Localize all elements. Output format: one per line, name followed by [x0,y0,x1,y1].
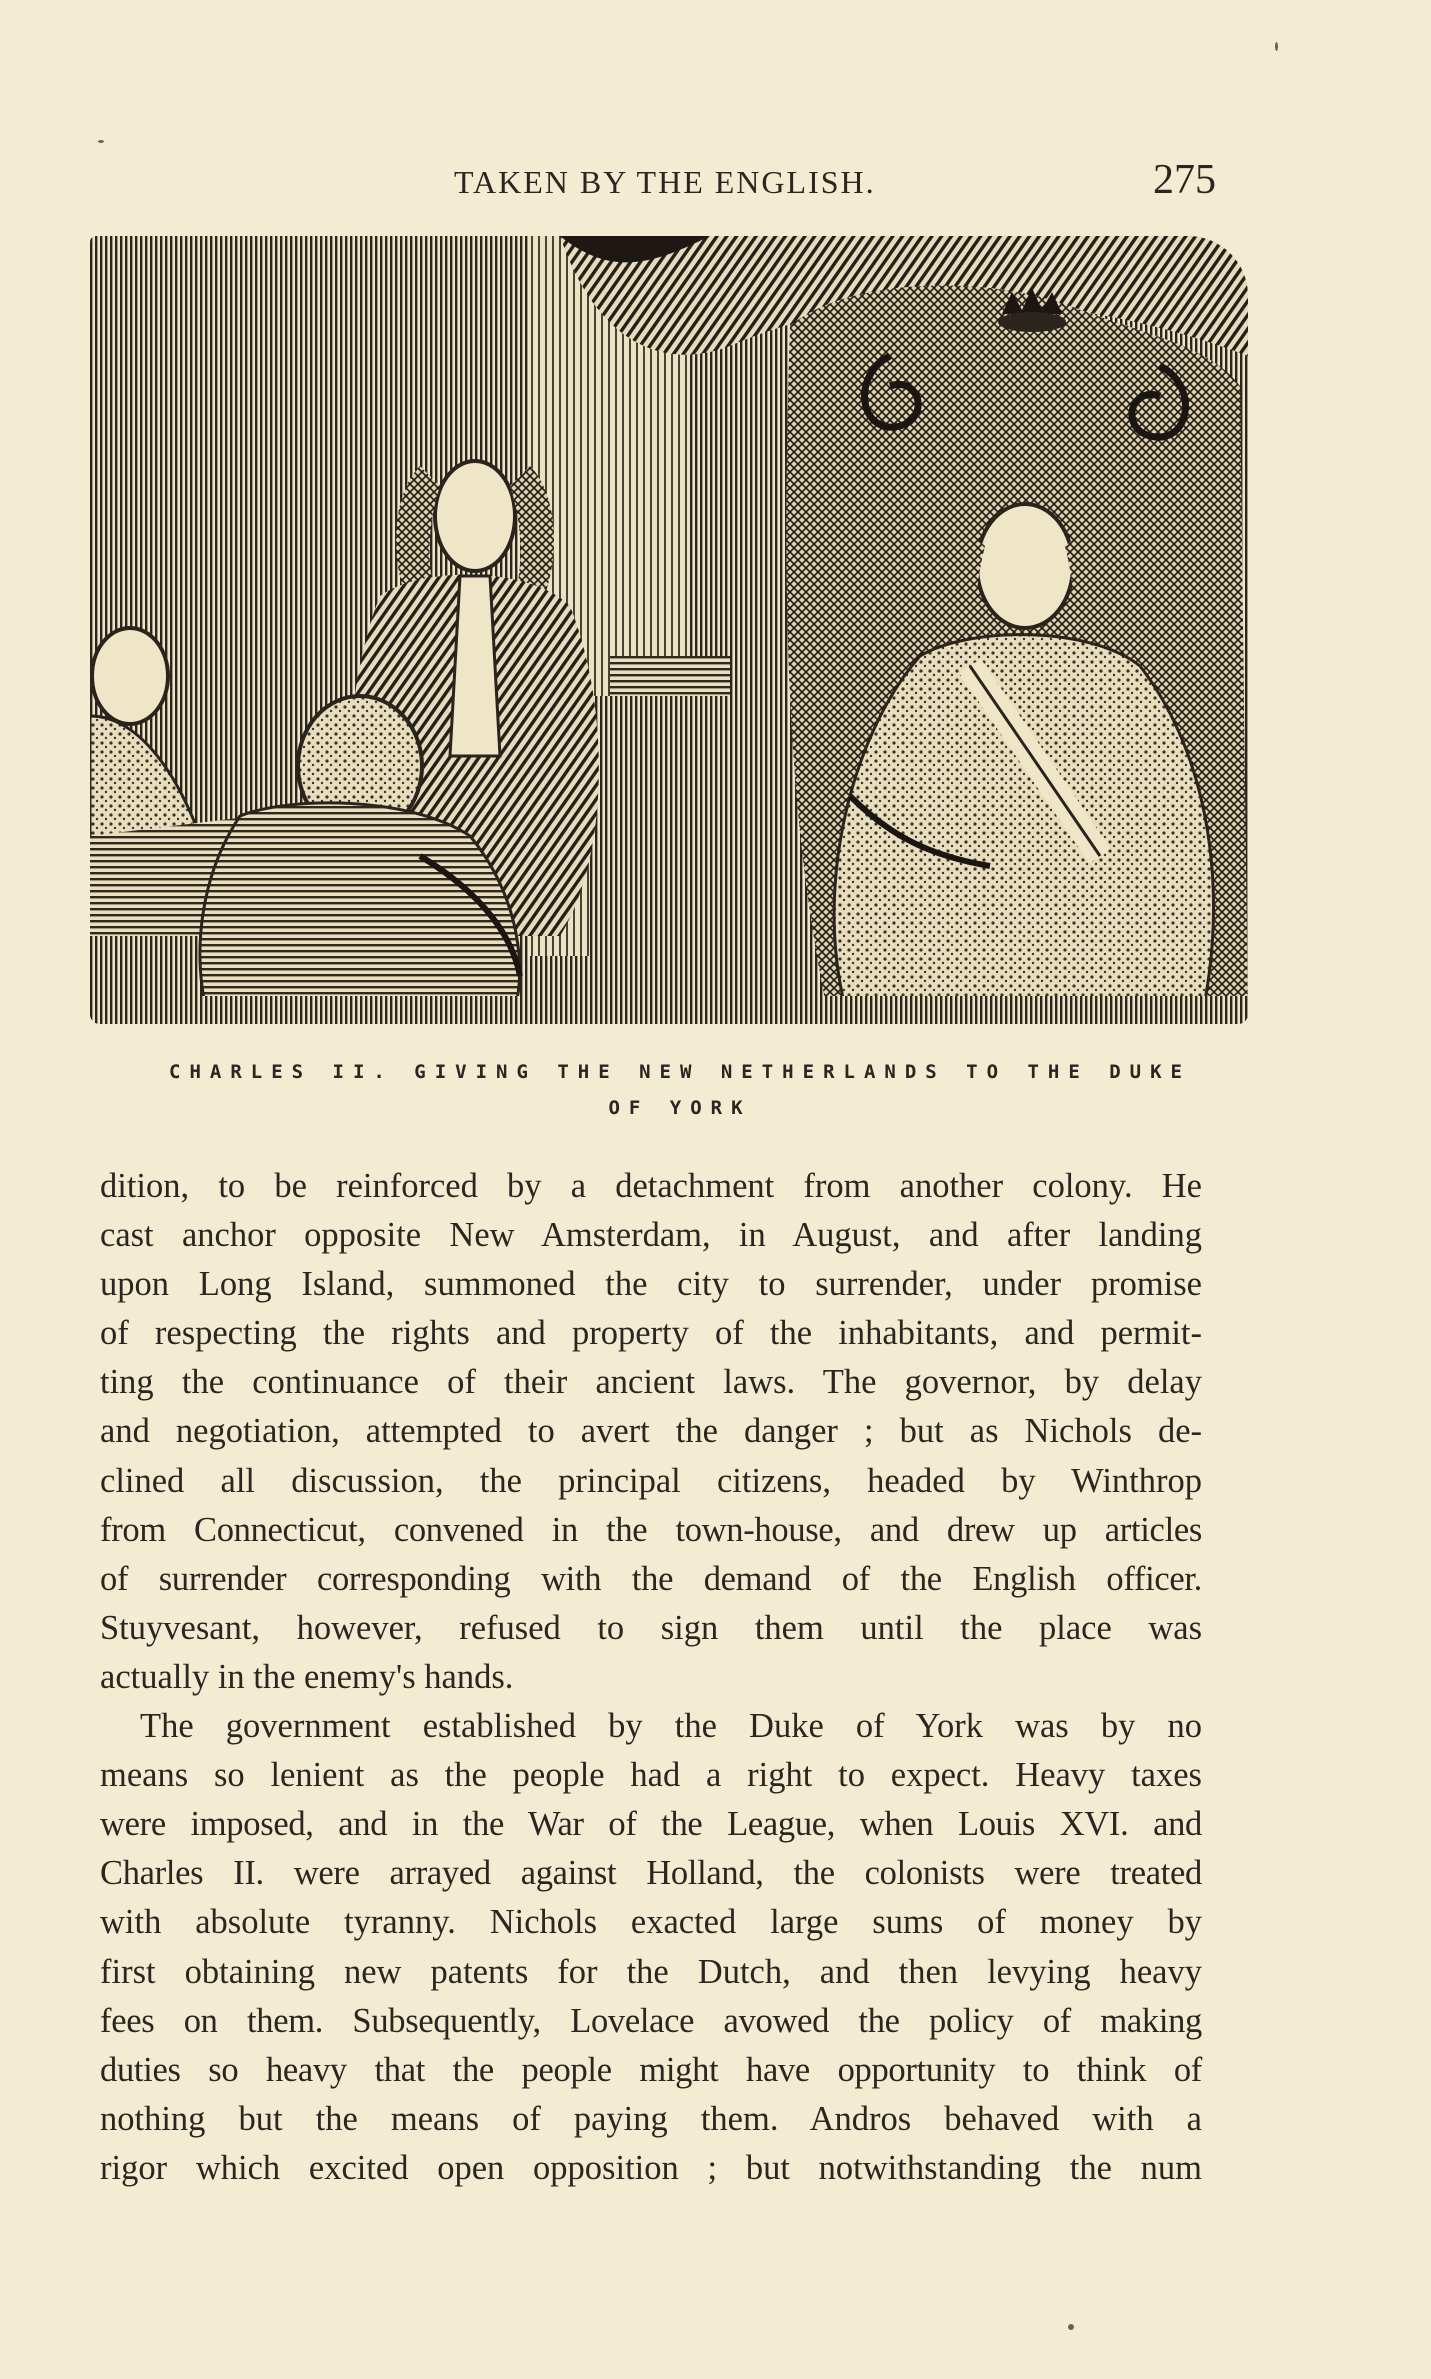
text-line: Stuyvesant, however, refused to sign them until the place was [100,1608,1202,1647]
engraving-illustration [90,236,1248,1024]
body-text [100,1162,1202,2193]
text-line: Charles II. were arrayed against Holland, the colonists were treated [100,1854,1202,1893]
text-line: fees on them. Subsequently, Lovelace avowed the policy of making [100,2001,1202,2040]
illustration-caption [120,1054,1240,1126]
page-number: 275 [1153,157,1216,203]
text-line: dition, to be reinforced by a detachment from another colony. He [100,1167,1202,1205]
caption-line-2: OF YORK [608,1097,752,1119]
ink-speck [1068,2324,1074,2330]
text-line: of respecting the rights and property of the inhabitants, and permit- [100,1314,1202,1353]
text-line: The government established by the Duke of York was by no [140,1707,1202,1746]
text-line: with absolute tyranny. Nichols exacted large sums of money by [100,1903,1202,1942]
ink-speck [98,140,104,143]
paragraph-1 [100,1162,1202,1702]
text-line: upon Long Island, summoned the city to surrender, under promise [100,1265,1202,1304]
paragraph-2 [100,1702,1202,2193]
text-line: duties so heavy that the people might have opportunity to think of [100,2050,1202,2089]
running-title: TAKEN BY THE ENGLISH. [454,164,876,200]
text-line: were imposed, and in the War of the League, when Louis XVI. and [100,1805,1202,1844]
caption-line-1: CHARLES II. GIVING THE NEW NETHERLANDS TO THE DUKE [169,1061,1191,1083]
text-line: of surrender corresponding with the demand of the English officer. [100,1559,1202,1598]
ink-speck [1275,42,1278,51]
text-line: first obtaining new patents for the Dutch, and then levying heavy [100,1952,1202,1991]
text-line: and negotiation, attempted to avert the danger ; but as Nichols de- [100,1412,1202,1451]
text-line: cast anchor opposite New Amsterdam, in August, and after landing [100,1216,1202,1255]
text-line: from Connecticut, convened in the town-house, and drew up articles [100,1510,1202,1549]
text-line: clined all discussion, the principal citizens, headed by Winthrop [100,1461,1202,1500]
text-line: nothing but the means of paying them. Andros behaved with a [100,2099,1202,2138]
text-line: ting the continuance of their ancient laws. The governor, by delay [100,1363,1202,1402]
text-line: means so lenient as the people had a right to expect. Heavy taxes [100,1756,1202,1795]
text-line: rigor which excited open opposition ; but notwithstanding the num [100,2148,1202,2187]
text-line: actually in the enemy's hands. [100,1657,514,1696]
running-head [96,158,1216,208]
